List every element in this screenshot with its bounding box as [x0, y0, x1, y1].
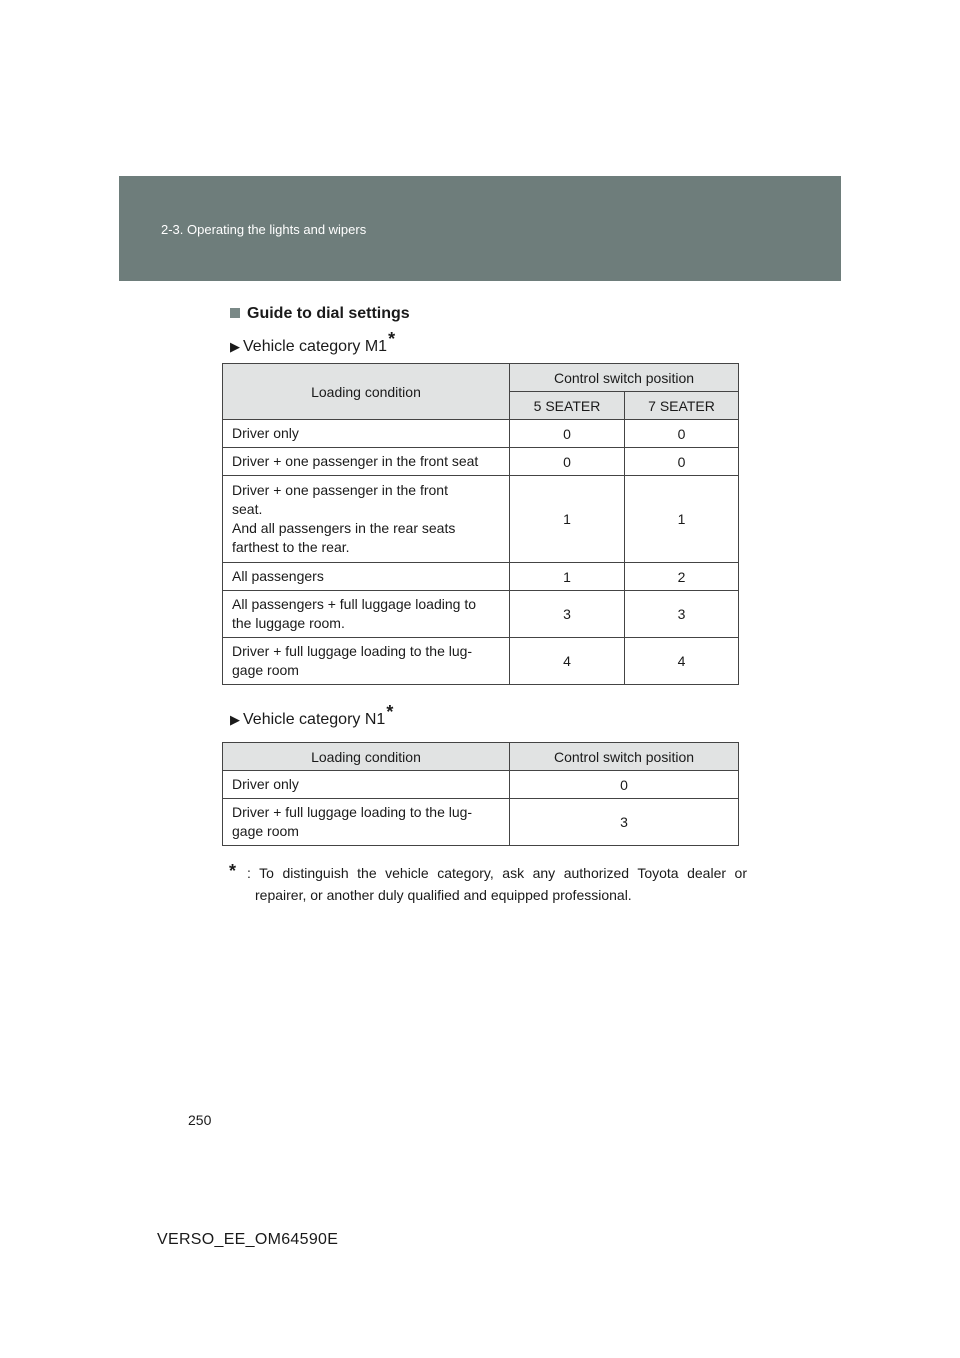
m1-label: Vehicle category M1 — [243, 338, 388, 355]
condition-cell: Driver + one passenger in the front seat — [223, 448, 510, 476]
condition-cell — [223, 591, 510, 638]
value-cell: 4 — [510, 638, 625, 685]
condition-cell — [223, 799, 510, 846]
value-cell: 1 — [510, 563, 625, 591]
condition-line: Driver + one passenger in the front — [232, 482, 448, 498]
page-number: 250 — [188, 1112, 212, 1128]
table-row — [223, 420, 739, 448]
value-cell: 2 — [625, 563, 739, 591]
condition-line: farthest to the rear. — [232, 539, 350, 555]
m1-subheading — [230, 329, 395, 356]
triangle-right-icon: ▶ — [230, 712, 240, 727]
condition-line: And all passengers in the rear seats — [232, 520, 456, 536]
table-row — [223, 799, 739, 846]
condition-cell: All passengers — [223, 563, 510, 591]
document-code: VERSO_EE_OM64590E — [157, 1231, 339, 1248]
table-row — [223, 638, 739, 685]
value-cell: 0 — [510, 448, 625, 476]
m1-header-5-seater: 5 SEATER — [510, 392, 625, 420]
value-cell: 0 — [625, 448, 739, 476]
m1-star: * — [388, 329, 396, 349]
value-cell: 4 — [625, 638, 739, 685]
page-heading — [230, 305, 410, 323]
m1-header-control: Control switch position — [510, 364, 739, 392]
table-row — [223, 448, 739, 476]
condition-line: gage room — [232, 662, 299, 678]
footnote — [229, 862, 747, 906]
heading-text: Guide to dial settings — [247, 305, 410, 322]
table-row — [223, 563, 739, 591]
n1-label: Vehicle category N1 — [243, 711, 386, 728]
value-cell: 0 — [625, 420, 739, 448]
section-header-band — [119, 176, 841, 281]
condition-line: Driver + full luggage loading to the lug- — [232, 804, 473, 820]
value-cell: 3 — [625, 591, 739, 638]
condition-line: seat. — [232, 501, 263, 517]
condition-line: the luggage room. — [232, 615, 345, 631]
value-cell: 0 — [510, 771, 739, 799]
table-row — [223, 771, 739, 799]
value-cell: 0 — [510, 420, 625, 448]
section-title: 2-3. Operating the lights and wipers — [161, 222, 367, 237]
value-cell: 1 — [510, 476, 625, 563]
condition-cell: Driver only — [223, 771, 510, 799]
n1-subheading — [230, 702, 393, 729]
condition-cell — [223, 638, 510, 685]
value-cell: 1 — [625, 476, 739, 563]
footnote-star: * — [229, 861, 237, 881]
m1-header-7-seater: 7 SEATER — [625, 392, 739, 420]
condition-line: Driver + full luggage loading to the lug- — [232, 643, 473, 659]
condition-cell — [223, 476, 510, 563]
m1-table — [222, 363, 739, 685]
m1-header-loading: Loading condition — [223, 364, 510, 420]
n1-table — [222, 742, 739, 846]
n1-star: * — [386, 702, 394, 722]
condition-cell: Driver only — [223, 420, 510, 448]
table-row — [223, 591, 739, 638]
triangle-right-icon: ▶ — [230, 339, 240, 354]
condition-line: All passengers + full luggage loading to — [232, 596, 477, 612]
footnote-text: : To distinguish the vehicle category, ask any authorized Toyota dealer or repairer, or another duly qualified and equipped professional. — [247, 865, 747, 903]
n1-header-loading: Loading condition — [223, 743, 510, 771]
value-cell: 3 — [510, 591, 625, 638]
square-bullet-icon — [230, 308, 240, 318]
value-cell: 3 — [510, 799, 739, 846]
table-row — [223, 476, 739, 563]
condition-line: gage room — [232, 823, 299, 839]
n1-header-control: Control switch position — [510, 743, 739, 771]
